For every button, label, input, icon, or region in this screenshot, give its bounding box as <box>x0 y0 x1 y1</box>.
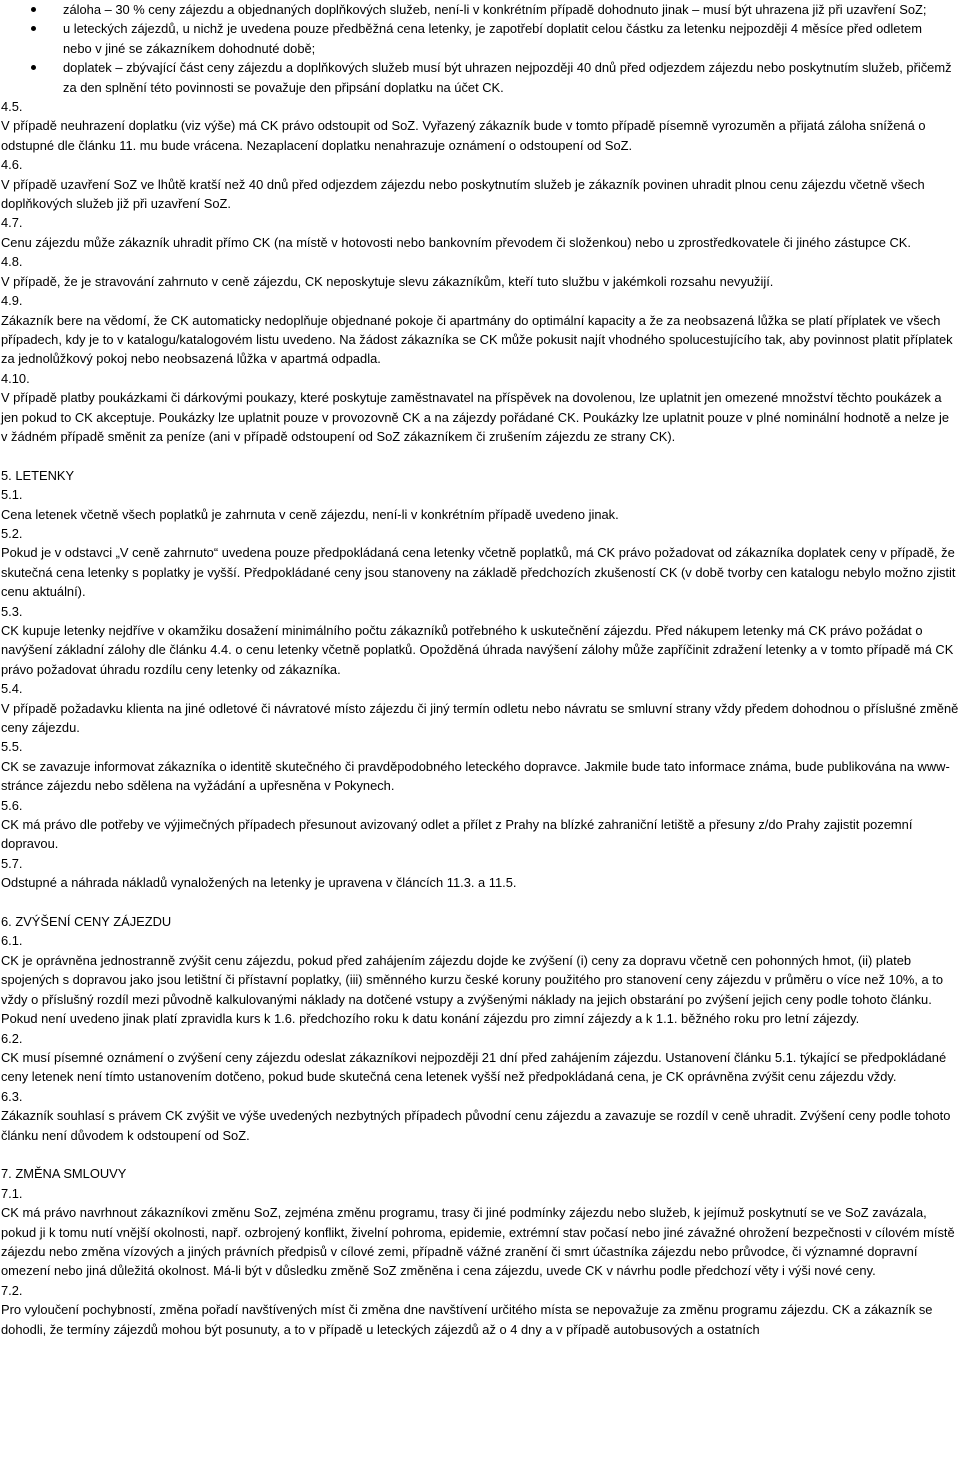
clause-text: Zákazník souhlasí s právem CK zvýšit ve výše uvedených nezbytných případech původní cenu zájezdu a zavazuje se rozdíl v ceně uhradit. Zvýšení ceny podle tohoto článku není důvodem k odstoupení od SoZ. <box>1 1108 951 1143</box>
clause-number: 5.7. <box>1 855 23 871</box>
section-heading: 7. ZMĚNA SMLOUVY <box>1 1166 127 1182</box>
bullet-icon <box>31 65 36 70</box>
clause-number: 4.8. <box>1 254 23 270</box>
clause-text: V případě, že je stravování zahrnuto v ceně zájezdu, CK neposkytuje slevu zákazníkům, kteří tuto službu v jakémkoli rozsahu nevyužijí. <box>1 273 774 289</box>
clause-number: 6.1. <box>1 933 23 949</box>
clause-text: Pokud je v odstavci „V ceně zahrnuto“ uvedena pouze předpokládaná cena letenky včetně poplatků, má CK právo požadovat od zákazníka doplatek ceny v případě, že skutečná cena letenky s poplatky je vyšší. Předpokládané ceny jsou stanoveny na základě předchozích zkušeností CK (v době tvorby cen katalogu nebylo možno zjistit cenu aktuální). <box>1 545 956 600</box>
clause-number: 4.7. <box>1 215 23 231</box>
bullet-icon <box>31 26 36 31</box>
clause-text: CK se zavazuje informovat zákazníka o identitě skutečného či pravděpodobného leteckého dopravce. Jakmile bude tato informace známa, bude publikována na www-stránce zájezdu nebo sdělena na vyžádání a upřesněna v Pokynech. <box>1 758 950 794</box>
list-item <box>0 58 960 97</box>
clause-number: 5.1. <box>1 487 23 503</box>
clause-number: 4.6. <box>1 157 23 173</box>
section-heading: 6. ZVÝŠENÍ CENY ZÁJEZDU <box>1 914 172 930</box>
clause-text: CK má právo dle potřeby ve výjimečných případech přesunout avizovaný odlet a přílet z Prahy na blízké zahraniční letiště a přesuny z/do Prahy zajistit pozemní dopravou. <box>1 817 913 852</box>
clause-text: Cena letenek včetně všech poplatků je zahrnuta v ceně zájezdu, není-li v konkrétním případě uvedeno jinak. <box>1 506 619 522</box>
clause-number: 5.4. <box>1 681 23 697</box>
list-item <box>0 19 960 58</box>
clause-text: CK je oprávněna jednostranně zvýšit cenu zájezdu, pokud před zahájením zájezdu dojde ke zvýšení (i) ceny za dopravu včetně cen pohonných hmot, (ii) plateb spojených s dopravou jako jsou letištní či přístavní poplatky, (iii) směnného kurzu české koruny použitého pro stanovení ceny zájezdu v průměru o více než 10%, a to vždy o příslušný rozdíl mezi původně kalkulovanými náklady na dotčené vstupy a zvýšenými náklady na jejich obstarání po zvýšení jejich ceny podle tohoto článku. Pokud není uvedeno jinak platí zpravidla kurs k 1.6. předchozího roku k datu konání zájezdu pro zimní zájezdy a k 1.1. běžného roku pro letní zájezdy. <box>1 952 943 1027</box>
clause-number: 4.5. <box>1 99 23 115</box>
clause-text: CK musí písemné oznámení o zvýšení ceny zájezdu odeslat zákazníkovi nejpozději 21 dní před zahájením zájezdu. Ustanovení článku 5.1. týkající se předpokládané ceny letenek není tímto ustanovením dotčeno, pokud bude skutečná cena letenek vyšší než předpokládaná cena, je CK oprávněna zvýšit cenu zájezdu vždy. <box>1 1049 947 1085</box>
clause-text: CK kupuje letenky nejdříve v okamžiku dosažení minimálního počtu zákazníků potřebného k uskutečnění zájezdu. Před nákupem letenky má CK právo požádat o navýšení základní zálohy dle článku 4.4. o cenu letenky včetně poplatků. Opožděná úhrada navýšení zálohy může zapříčinit zdražení letenky a v tomto případě má CK právo požadovat úhradu rozdílu ceny letenky od zákazníka. <box>1 622 954 677</box>
clause-number: 6.3. <box>1 1088 23 1104</box>
list-item <box>0 0 960 19</box>
clause-number: 5.5. <box>1 739 23 755</box>
clause-number: 7.2. <box>1 1282 23 1298</box>
section-divider <box>0 893 960 912</box>
clause-text: V případě neuhrazení doplatku (viz výše) má CK právo odstoupit od SoZ. Vyřazený zákazník bude v tomto případě písemně vyrozuměn a přijatá záloha snížená o odstupné dle článku 11. mu bude vrácena. Nezaplacení doplatku nenahrazuje oznámení o odstoupení od SoZ. <box>1 118 926 153</box>
list-item-text: doplatek – zbývající část ceny zájezdu a doplňkových služeb musí být uhrazen nejpozději 40 dnů před odjezdem zájezdu nebo poskytnutím služeb, přičemž za den splnění této povinnosti se považuje den připsání doplatku na účet CK. <box>63 60 952 95</box>
bullet-icon <box>31 7 36 12</box>
clause-number: 4.9. <box>1 293 23 309</box>
clause-number: 4.10. <box>1 370 30 386</box>
clause-text: Cenu zájezdu může zákazník uhradit přímo CK (na místě v hotovosti nebo bankovním převodem či složenkou) nebo u zprostředkovatele či jiného zástupce CK. <box>1 234 911 250</box>
clause-text: Zákazník bere na vědomí, že CK automaticky nedoplňuje objednané pokoje či apartmány do optimální kapacity a že za neobsazená lůžka se platí příplatek ve všech případech, kdy je to v katalogu/katalogovém listu uvedeno. Na žádost zákazníka se CK může pokusit najít vhodného spolucestujícího tak, aby povinnost platit příplatek za jednolůžkový pokoj nebo neobsazená lůžka v apartmá odpadla. <box>1 312 953 367</box>
clause-number: 5.6. <box>1 797 23 813</box>
clause-number: 5.2. <box>1 525 23 541</box>
clause-text: V případě uzavření SoZ ve lhůtě kratší než 40 dnů před odjezdem zájezdu nebo poskytnutím služeb je zákazník povinen uhradit plnou cenu zájezdu včetně všech doplňkových služeb již při uzavření SoZ. <box>1 176 925 212</box>
section-5-letenky <box>0 466 960 893</box>
clause-number: 6.2. <box>1 1030 23 1046</box>
clause-text: V případě požadavku klienta na jiné odletové či návratové místo zájezdu či jiný termín odletu nebo návratu se smluvní strany vždy předem dohodnou o příslušné změně ceny zájezdu. <box>1 700 959 736</box>
list-item-text: záloha – 30 % ceny zájezdu a objednaných doplňkových služeb, není-li v konkrétním případě dohodnuto jinak – musí být uhrazena již při uzavření SoZ; <box>63 2 927 17</box>
clause-number: 7.1. <box>1 1185 23 1201</box>
clause-text: V případě platby poukázkami či dárkovými poukazy, které poskytuje zaměstnavatel na příspěvek na dovolenou, lze uplatnit jen omezené množství těchto poukázek a jen pokud to CK akceptuje. Poukázky lze uplatnit pouze v provozovně CK a na zájezdy pořádané CK. Poukázky lze uplatnit pouze v plné nominální hodnotě a nelze je v žádném případě směnit za peníze (ani v případě odstoupení od SoZ zákazníkem či zrušením zájezdu ze strany CK). <box>1 390 950 444</box>
list-item-text: u leteckých zájezdů, u nichž je uvedena pouze předběžná cena letenky, je zapotřebí doplatit celou částku za letenku nejpozději 4 měsíce před odletem nebo v jiné se zákazníkem dohodnuté době; <box>63 21 922 56</box>
clause-number: 5.3. <box>1 603 23 619</box>
payment-terms-list <box>0 0 960 97</box>
clause-text: CK má právo navrhnout zákazníkovi změnu SoZ, zejména změnu programu, trasy či jiné podmínky zájezdu nebo služeb, k jejímuž poskytnutí se ve SoZ zavázala, pokud ji k tomu nutí vnější okolnosti, např. ozbrojený konflikt, živelní pohroma, epidemie, extrémní stav počasí nebo jiné závažné ohrožení bezpečnosti v cílovém místě zájezdu nebo změna vízových a jiných právních předpisů v cílové zemi, případně vážné zranění či smrt účastníka zájezdu nebo průvodce, či významné dopravní omezení nebo jiná důležitá okolnost. Má-li být v důsledku změně SoZ změněna i cena zájezdu, uvede CK v návrhu podle předchozí věty i výši nové ceny. <box>1 1205 955 1279</box>
section-heading: 5. LETENKY <box>1 467 75 483</box>
section-4-clauses <box>0 97 960 446</box>
section-6-price-increase <box>0 912 960 1145</box>
section-divider <box>0 446 960 465</box>
section-divider <box>0 1145 960 1164</box>
clause-text: Odstupné a náhrada nákladů vynaložených na letenky je upravena v článcích 11.3. a 11.5. <box>1 875 517 891</box>
clause-text: Pro vyloučení pochybností, změna pořadí navštívených míst či změna dne navštívení určitého místa se nepovažuje za změnu programu zájezdu. CK a zákazník se dohodli, že termíny zájezdů mohou být posunuty, a to v případě u leteckých zájezdů až o 4 dny a v případě autobusových a ostatních <box>1 1302 933 1337</box>
section-7-contract-change <box>0 1164 960 1339</box>
